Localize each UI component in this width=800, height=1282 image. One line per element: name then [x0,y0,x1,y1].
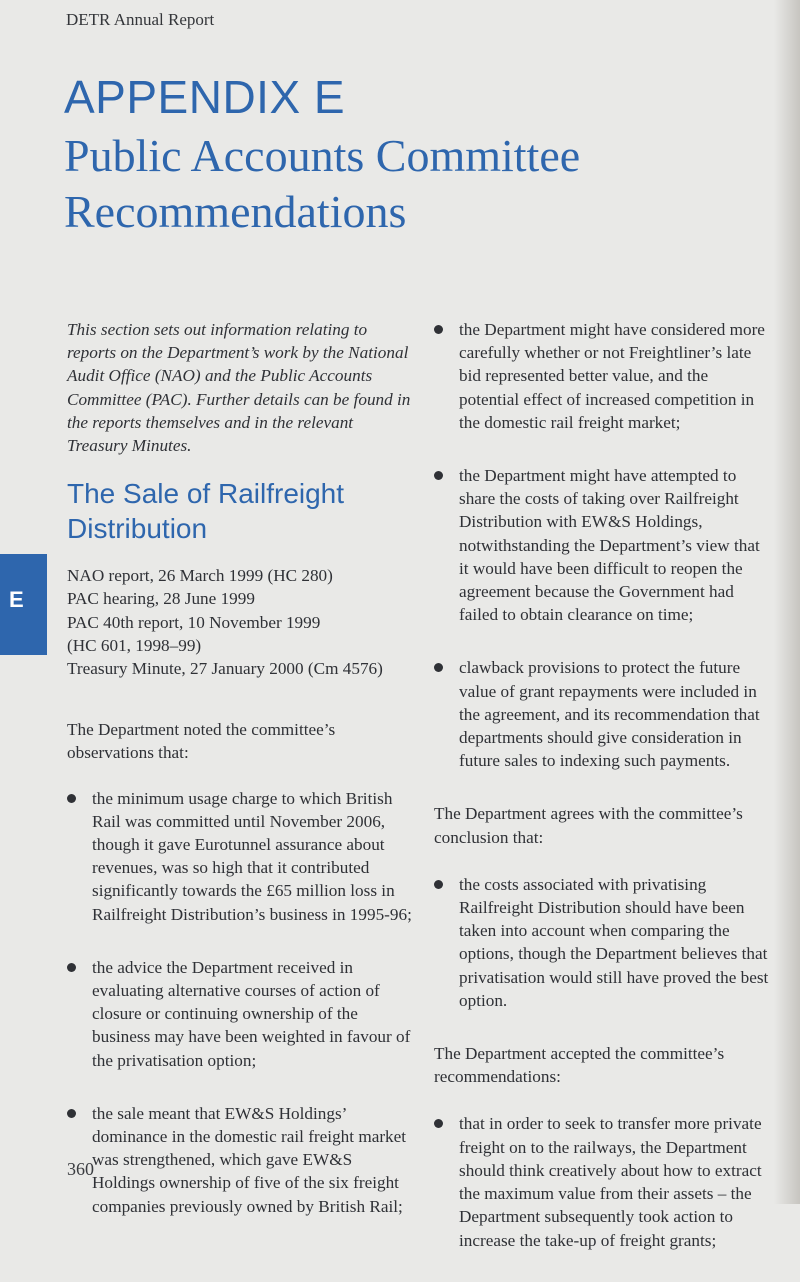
list-item [434,656,769,772]
section-tab-letter: E [9,587,24,612]
recommendations-intro: The Department accepted the committee’s recommendations: [434,1044,725,1087]
page-edge-shadow [774,0,800,1204]
list-item-text: the costs associated with privatising Railfreight Distribution should have been taken into account when comparing the options, though the Department believes that privatisation would still have proved the best option. [459,874,769,1010]
list-item [67,1102,412,1218]
list-item-text: the minimum usage charge to which British Rail was committed until November 2006, though it gave Eurotunnel assurance about revenues, was so high that it contributed significantly towards the £65 million loss in Railfreight Distribution’s business in 1995-96; [92,788,412,924]
bullet-icon [434,471,443,480]
bullet-icon [434,663,443,672]
running-header: DETR Annual Report [66,10,215,29]
bullet-icon [434,325,443,334]
right-column [434,318,769,1282]
appendix-label: APPENDIX E [64,71,346,123]
list-item [434,1112,769,1251]
observations-list-continued [434,318,769,772]
reference-list [67,564,412,680]
reference-item: (HC 601, 1998–99) [67,635,202,655]
reference-item: PAC hearing, 28 June 1999 [67,589,255,609]
reference-item: Treasury Minute, 27 January 2000 (Cm 4576) [67,659,383,679]
observations-list [67,787,412,1218]
conclusions-list [434,873,769,1012]
recommendations-list [434,1112,769,1251]
bullet-icon [67,963,76,972]
section-tab [0,554,47,655]
list-item [434,464,769,626]
list-item-text: the advice the Department received in evaluating alternative courses of action of closure or continuing ownership of the business may have been weighted in favour of the privatisation option; [92,957,411,1070]
bullet-icon [67,1109,76,1118]
page-number: 360 [67,1159,94,1179]
observations-intro: The Department noted the committee’s observations that: [67,720,336,763]
bullet-icon [434,880,443,889]
conclusion-intro: The Department agrees with the committee’s conclusion that: [434,804,743,847]
bullet-icon [67,794,76,803]
section-heading: The Sale of Railfreight Distribution [67,478,345,545]
list-item [434,873,769,1012]
intro-text: This section sets out information relating to reports on the Department’s work by the National Audit Office (NAO) and the Public Accounts Committee (PAC). Further details can be found in the reports themselves and in the relevant Treasury Minutes. [67,320,411,456]
list-item-text: that in order to seek to transfer more private freight on to the railways, the Department should think creatively about how to extract the maximum value from their assets – the Department subsequently took action to increase the take-up of freight grants; [459,1114,762,1250]
page-title: Public Accounts Committee Recommendations [64,130,581,237]
left-column [67,318,412,1248]
bullet-icon [434,1119,443,1128]
list-item-text: clawback provisions to protect the future value of grant repayments were included in the agreement, and its recommendation that departments should give consideration in future sales to indexing such payments. [459,658,760,771]
list-item [434,318,769,434]
list-item [67,956,412,1072]
list-item [67,787,412,926]
reference-item: NAO report, 26 March 1999 (HC 280) [67,566,333,586]
reference-item: PAC 40th report, 10 November 1999 [67,612,321,632]
list-item-text: the Department might have attempted to share the costs of taking over Railfreight Distribution with EW&S Holdings, notwithstanding the Department’s view that it would have been difficult to reopen the agreement because the Government had failed to obtain clearance on time; [459,466,760,625]
list-item-text: the sale meant that EW&S Holdings’ dominance in the domestic rail freight market was strengthened, which gave EW&S Holdings ownership of five of the six freight companies previously owned by British Rail; [92,1103,407,1216]
list-item-text: the Department might have considered more carefully whether or not Freightliner’s late bid represented better value, and the potential effect of increased competition in the domestic rail freight market; [459,320,765,432]
